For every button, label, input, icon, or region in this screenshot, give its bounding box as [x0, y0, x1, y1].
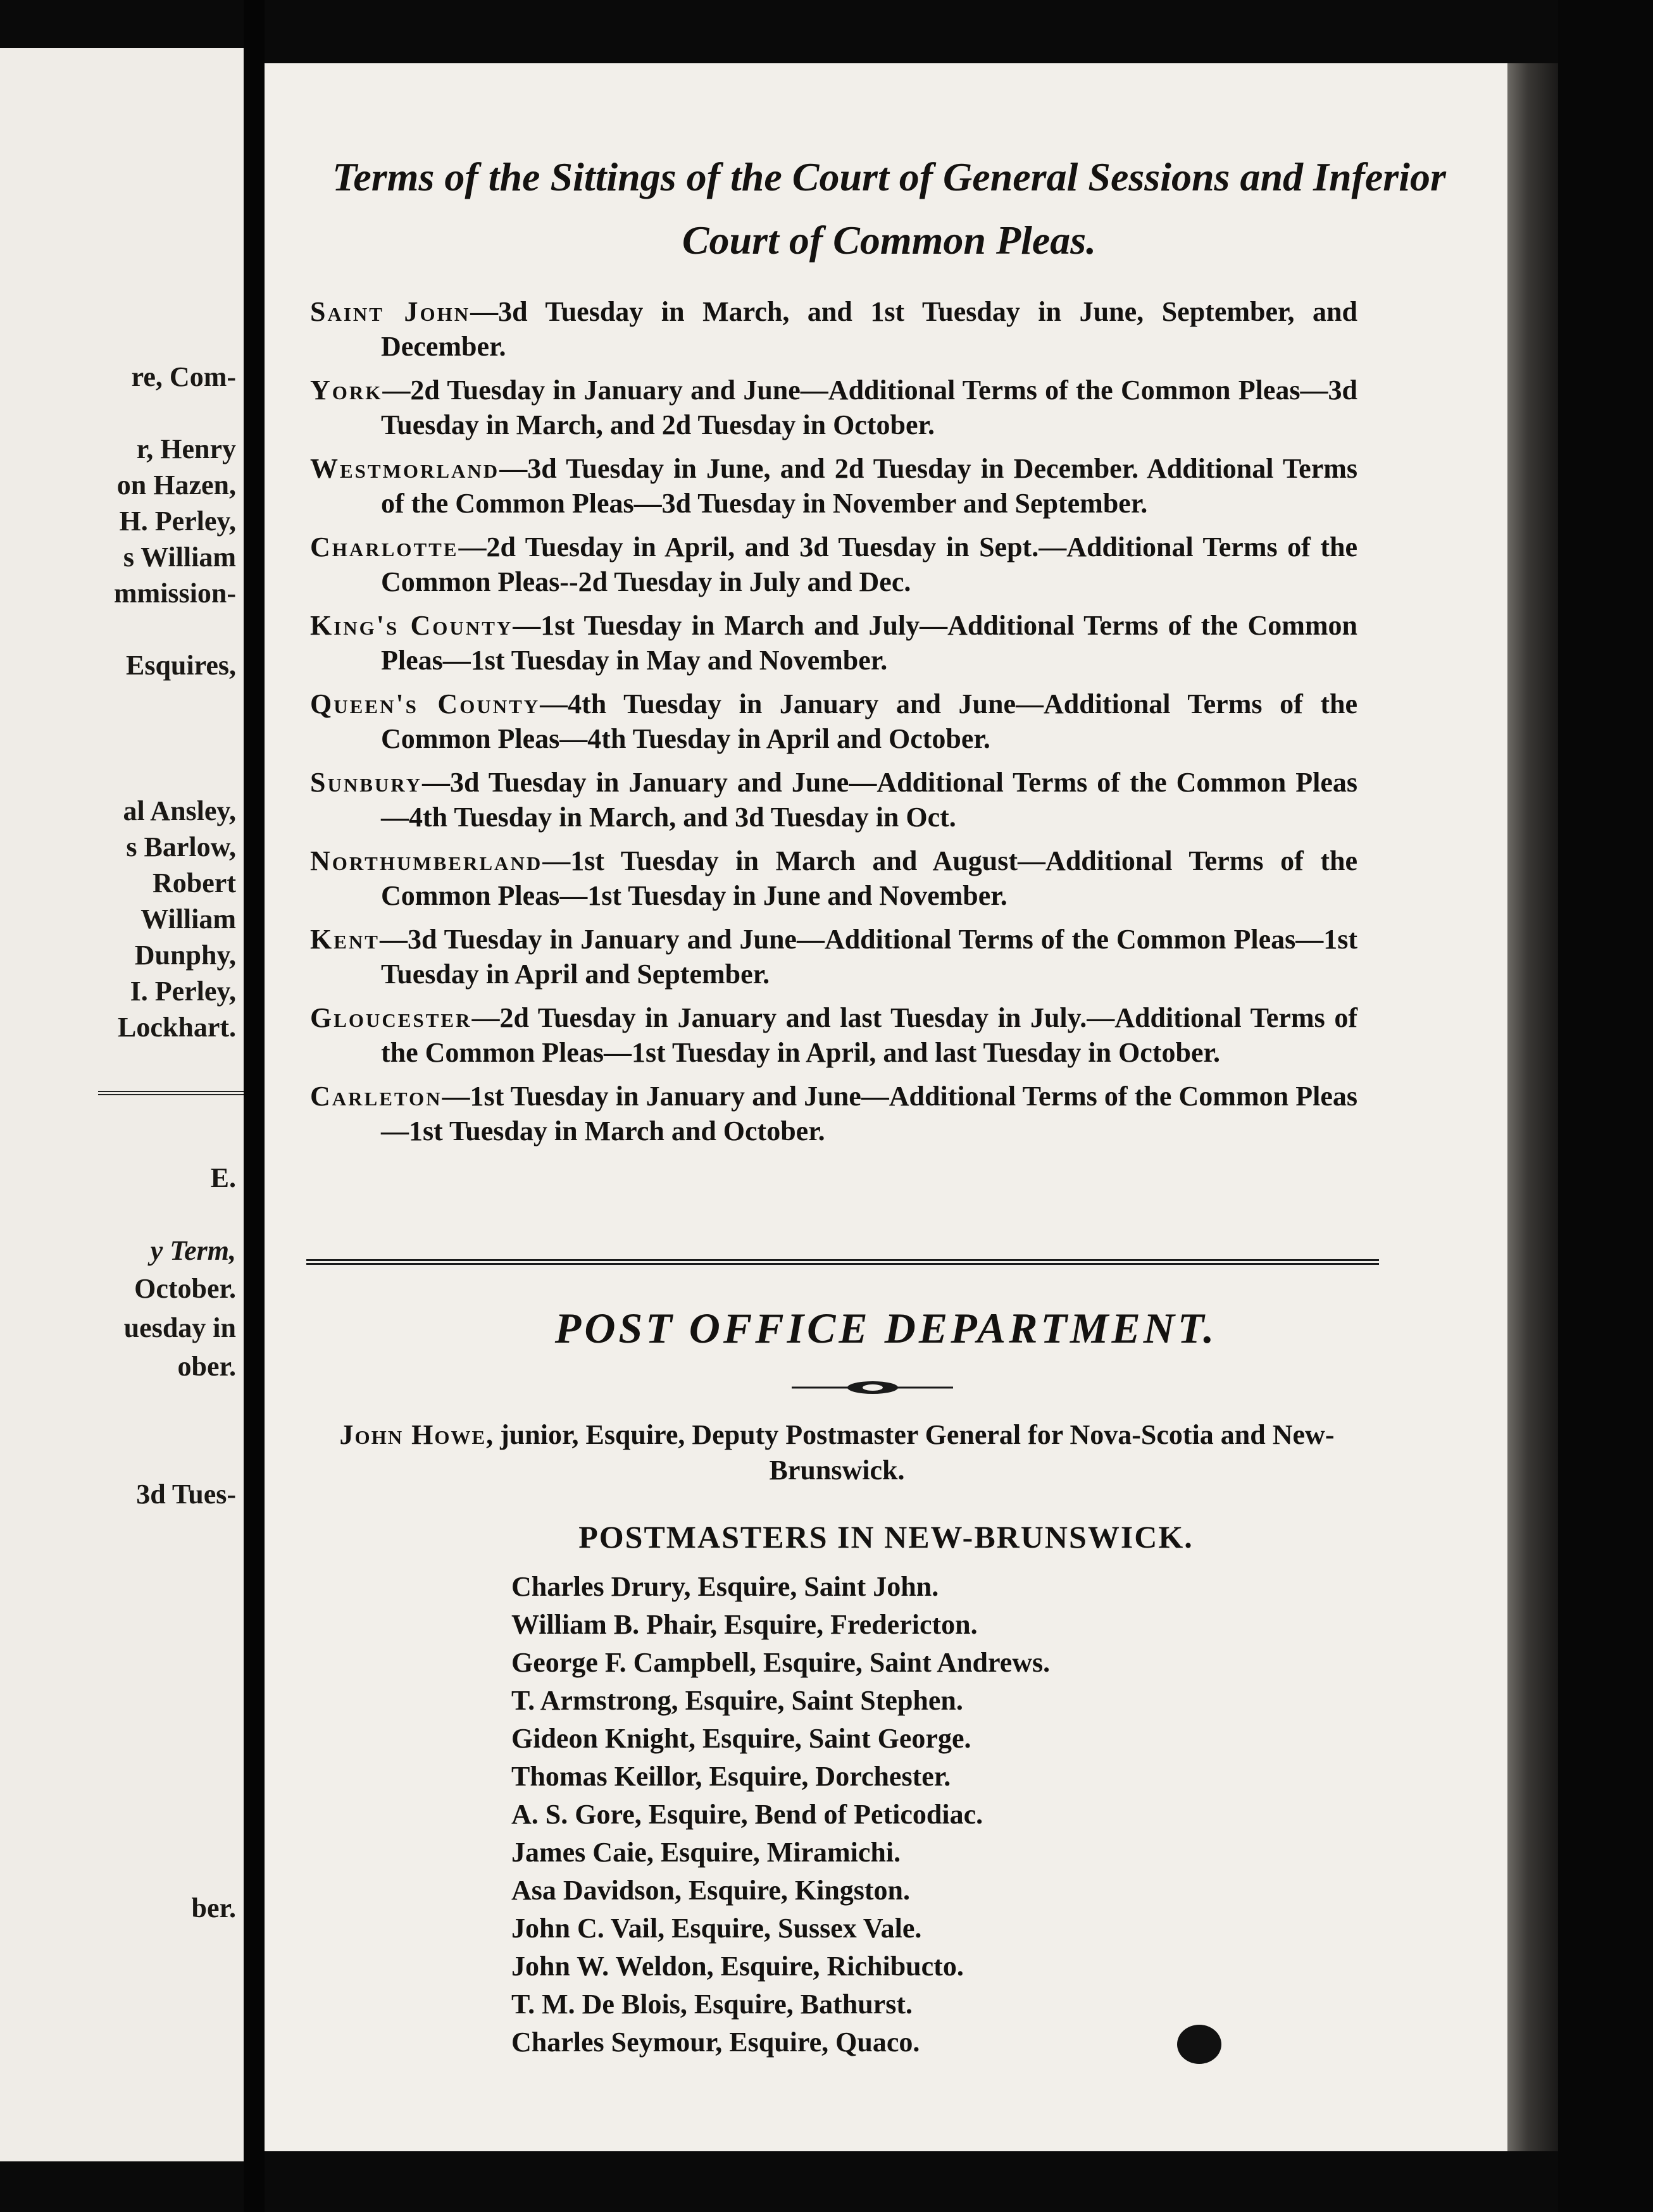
- postmaster-entry: Thomas Keillor, Esquire, Dorchester.: [511, 1761, 951, 1792]
- court-term-text: —3d Tuesday in January and June—Additional Terms of the Common Pleas—1st Tuesday in April and September.: [379, 924, 1357, 990]
- left-fragment-text: s William: [123, 542, 236, 573]
- postmaster-entry: Charles Drury, Esquire, Saint John.: [511, 1571, 939, 1602]
- court-term-text: —1st Tuesday in March and August—Additional Terms of the Common Pleas—1st Tuesday in June and November.: [381, 845, 1357, 911]
- court-term-text: —3d Tuesday in June, and 2d Tuesday in December. Additional Terms of the Common Pleas—3d Tuesday in November and September.: [381, 453, 1357, 519]
- postmaster-list: [511, 1568, 1050, 2061]
- postmaster-entry: James Caie, Esquire, Miramichi.: [511, 1837, 901, 1868]
- court-term-text: —4th Tuesday in January and June—Additional Terms of the Common Pleas—4th Tuesday in April and October.: [381, 688, 1357, 754]
- deputy-description: , junior, Esquire, Deputy Postmaster General for Nova-Scotia and New-Brunswick.: [486, 1419, 1335, 1486]
- left-fragment-text: re, Com-: [131, 361, 236, 392]
- book-gutter: [244, 0, 265, 2212]
- left-fragment-text: H. Perley,: [119, 506, 236, 537]
- left-double-rule: [98, 1091, 244, 1095]
- court-term-text: —1st Tuesday in January and June—Additional Terms of the Common Pleas—1st Tuesday in March and October.: [381, 1081, 1357, 1146]
- court-term-text: —3d Tuesday in March, and 1st Tuesday in June, September, and December.: [381, 296, 1357, 362]
- court-term-text: —1st Tuesday in March and July—Additional Terms of the Common Pleas—1st Tuesday in May and November.: [381, 610, 1357, 676]
- postmaster-entry: Gideon Knight, Esquire, Saint George.: [511, 1723, 971, 1754]
- county-name: Gloucester: [310, 1002, 472, 1033]
- postmaster-entry: T. M. De Blois, Esquire, Bathurst.: [511, 1989, 913, 2020]
- county-name: York: [310, 375, 383, 406]
- postmaster-entry: Charles Seymour, Esquire, Quaco.: [511, 2027, 920, 2058]
- postmaster-entry: George F. Campbell, Esquire, Saint Andrews.: [511, 1647, 1051, 1678]
- postmaster-entry: T. Armstrong, Esquire, Saint Stephen.: [511, 1685, 963, 1716]
- court-entry: [310, 608, 1357, 678]
- left-fragment-text: Robert: [153, 867, 236, 898]
- ink-blot: [1177, 2025, 1221, 2064]
- courts-heading: Terms of the Sittings of the Court of General Sessions and Inferior Court of Common Pleas.: [332, 154, 1446, 263]
- court-terms-list: [310, 294, 1357, 1157]
- page-edge: [1507, 63, 1558, 2151]
- court-term-text: —2d Tuesday in April, and 3d Tuesday in Sept.—Additional Terms of the Common Pleas--2d Tuesday in July and Dec.: [381, 531, 1357, 597]
- court-term-text: —2d Tuesday in January and June—Additional Terms of the Common Pleas—3d Tuesday in March, and 2d Tuesday in October.: [381, 375, 1357, 440]
- left-fragment-text: al Ansley,: [123, 795, 236, 826]
- county-name: Kent: [310, 924, 380, 955]
- postmaster-entry: A. S. Gore, Esquire, Bend of Peticodiac.: [511, 1799, 983, 1830]
- court-term-text: —2d Tuesday in January and last Tuesday in July.—Additional Terms of the Common Pleas—1st Tuesday in April, and last Tuesday in October.: [381, 1002, 1357, 1068]
- left-fragment-text: mmission-: [113, 578, 236, 609]
- left-fragment-text: s Barlow,: [126, 831, 236, 862]
- left-fragment-text: Esquires,: [125, 650, 236, 681]
- deputy-postmaster-text: [310, 1417, 1364, 1488]
- left-fragment-text: Lockhart.: [118, 1012, 236, 1043]
- county-name: Carleton: [310, 1081, 442, 1112]
- court-entry: [310, 1000, 1357, 1070]
- left-fragment-text: ber.: [191, 1892, 236, 1923]
- court-entry: [310, 687, 1357, 756]
- book-edge: [1558, 0, 1653, 2212]
- postmaster-entry: John C. Vail, Esquire, Sussex Vale.: [511, 1913, 922, 1944]
- deputy-name: John Howe: [339, 1419, 487, 1450]
- left-fragment-text: r, Henry: [136, 433, 236, 464]
- post-office-title: POST OFFICE DEPARTMENT.: [554, 1304, 1218, 1352]
- court-entry: [310, 843, 1357, 913]
- left-fragment-text: William: [140, 904, 236, 935]
- left-fragment-text: October.: [134, 1273, 236, 1304]
- county-name: Sunbury: [310, 767, 422, 798]
- right-page: [265, 63, 1507, 2151]
- left-fragment-text: ober.: [177, 1351, 236, 1382]
- left-fragment-text: on Hazen,: [116, 469, 236, 500]
- left-fragment-text: y Term,: [150, 1235, 236, 1266]
- section-divider-rule: [306, 1259, 1379, 1265]
- county-name: Saint John: [310, 296, 471, 327]
- court-entry: [310, 451, 1357, 521]
- left-fragment-text: I. Perley,: [130, 976, 236, 1007]
- court-entry: [310, 530, 1357, 599]
- postmasters-heading: POSTMASTERS IN NEW-BRUNSWICK.: [578, 1519, 1194, 1555]
- postmaster-entry: John W. Weldon, Esquire, Richibucto.: [511, 1951, 964, 1982]
- county-name: Queen's County: [310, 688, 540, 719]
- court-entry: [310, 765, 1357, 835]
- court-entry: [310, 1079, 1357, 1148]
- county-name: Westmorland: [310, 453, 500, 484]
- county-name: Northumberland: [310, 845, 543, 876]
- postmaster-entry: Asa Davidson, Esquire, Kingston.: [511, 1875, 911, 1906]
- left-fragment-text: E.: [210, 1162, 236, 1193]
- left-fragment-text: 3d Tues-: [136, 1479, 236, 1510]
- left-fragment-text: uesday in: [123, 1312, 236, 1343]
- court-entry: [310, 373, 1357, 442]
- postmaster-entry: William B. Phair, Esquire, Fredericton.: [511, 1609, 978, 1640]
- ornament-rule: [792, 1378, 953, 1397]
- court-entry: [310, 922, 1357, 991]
- court-entry: [310, 294, 1357, 364]
- county-name: Charlotte: [310, 531, 459, 562]
- court-term-text: —3d Tuesday in January and June—Additional Terms of the Common Pleas—4th Tuesday in March, and 3d Tuesday in Oct.: [381, 767, 1357, 833]
- county-name: King's County: [310, 610, 513, 641]
- left-page-fragment: [0, 48, 244, 2161]
- left-fragment-text: Dunphy,: [134, 940, 236, 971]
